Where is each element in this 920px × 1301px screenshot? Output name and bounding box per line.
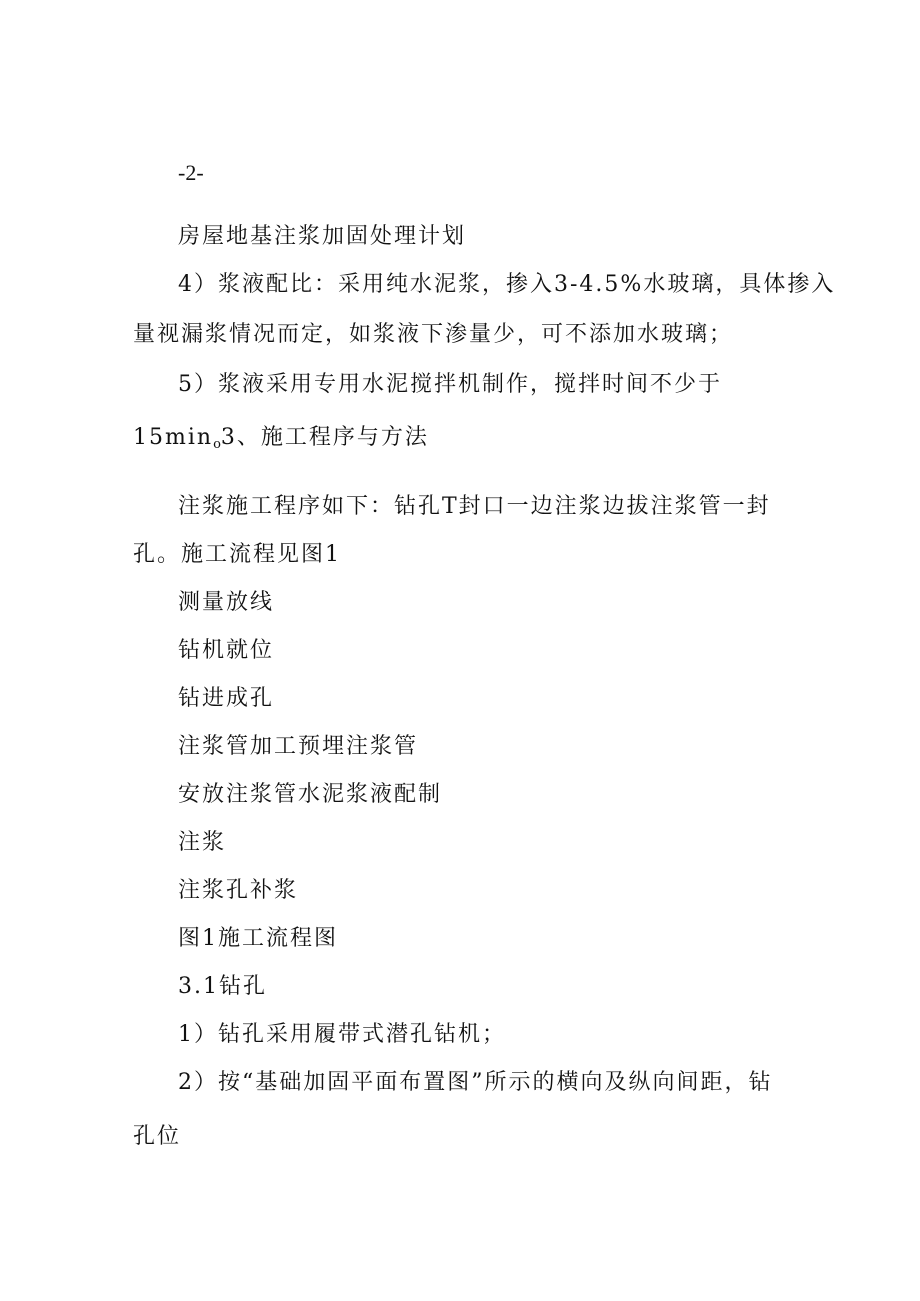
drilling-item-2-line-1: 2）按“基础加固平面布置图”所示的横向及纵向间距，钻 [178,1070,773,1095]
paragraph-5-line-1: 5）浆液采用专用水泥搅拌机制作，搅拌时间不少于 [178,372,722,397]
paragraph-4-line-2: 量视漏浆情况而定，如浆液下渗量少，可不添加水玻璃； [133,322,734,347]
drilling-item-2-line-2: 孔位 [133,1124,182,1149]
mixing-time-text: 15min [133,425,214,450]
paragraph-5-line-2 [133,423,429,460]
paragraph-4-line-1: 4）浆液配比：采用纯水泥浆，掺入3-4.5%水玻璃，具体掺入 [178,272,836,297]
flow-step: 注浆管加工预埋注浆管 [178,734,419,759]
section-title: 3.1钻孔 [178,974,267,999]
flow-step: 安放注浆管水泥浆液配制 [178,782,443,807]
figure-caption: 图1施工流程图 [178,926,338,951]
flow-step: 钻机就位 [178,638,275,663]
mixing-time-subscript: o [213,437,221,452]
flow-step: 测量放线 [178,590,275,615]
flow-step: 注浆孔补浆 [178,878,299,903]
drilling-item-1: 1）钻孔采用履带式潜孔钻机； [178,1022,506,1047]
section-3-heading: 3、施工程序与方法 [220,425,429,450]
procedure-line-2: 孔。施工流程见图1 [133,542,341,567]
flow-step: 钻进成孔 [178,686,275,711]
page-number: -2- [178,160,204,185]
document-heading: 房屋地基注浆加固处理计划 [178,224,467,249]
procedure-line-1: 注浆施工程序如下：钻孔T封口一边注浆边拔注浆管一封 [178,494,771,519]
flow-step: 注浆 [178,830,227,855]
